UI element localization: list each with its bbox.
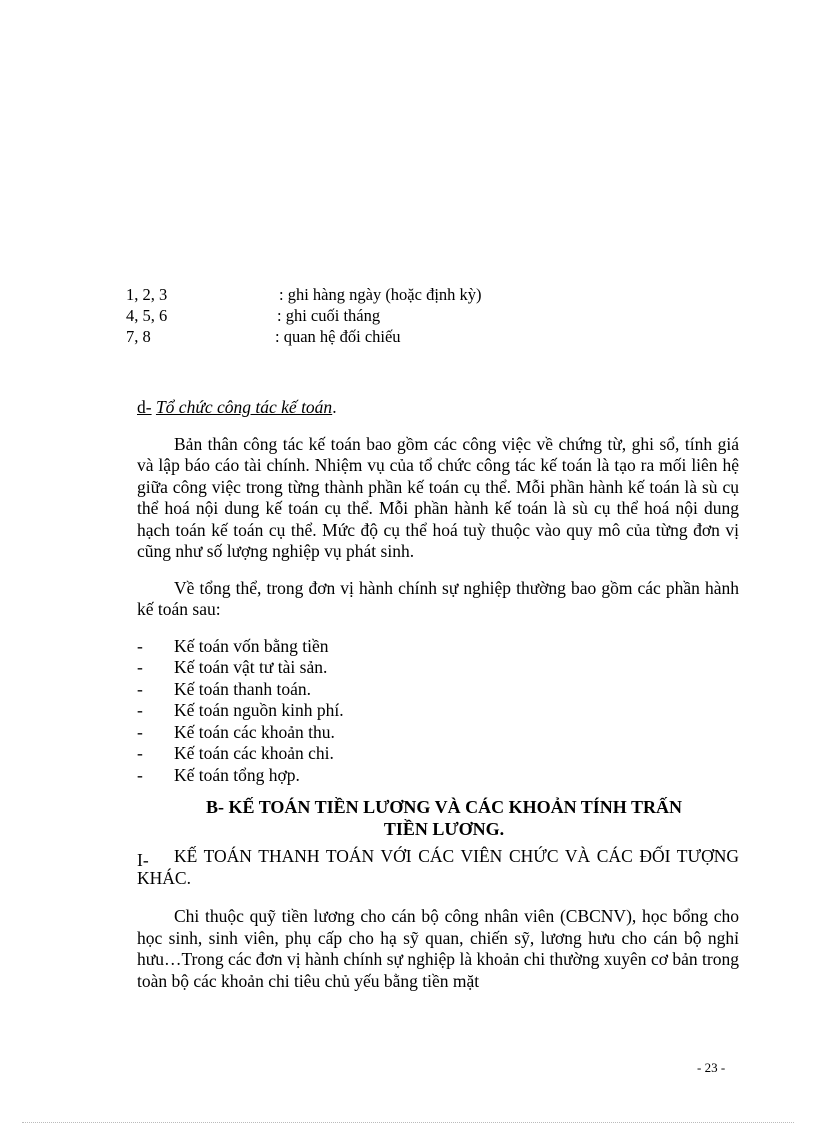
- legend-description: : ghi cuối tháng: [277, 306, 381, 325]
- legend-key: 7, 8: [126, 327, 151, 346]
- list-item-text: Kế toán vốn bằng tiền: [174, 635, 329, 656]
- section-d-suffix: .: [332, 397, 337, 417]
- bullet-dash: -: [137, 678, 143, 699]
- bullet-dash: -: [137, 743, 143, 763]
- page-number: - 23 -: [697, 1060, 726, 1075]
- list-item: [137, 657, 739, 679]
- legend-description: : quan hệ đối chiếu: [275, 327, 401, 346]
- paragraph-accounting-organization: Bản thân công tác kế toán bao gồm các công việc về chứng từ, ghi sổ, tính giá và lập báo cáo tài chính. Nhiệm vụ của tổ chức công tác kế toán là tạo ra mối liên hệ giữa công việc trong từng thành phần kế toán cụ thể. Mỗi phần hành kế toán là sù cụ thể hoá nội dung kế toán cụ thể. Mỗi phần hành kế toán là sù cụ thể hoá nội dung hạch toán kế toán cụ thể. Mức độ cụ thể hoá tuỳ thuộc vào quy mô của từng đơn vị cũng như số lượng nghiệp vụ phát sinh.: [137, 433, 739, 561]
- list-item-text: Kế toán tổng hợp.: [174, 764, 300, 785]
- paragraph-salary-fund: Chi thuộc quỹ tiền lương cho cán bộ công nhân viên (CBCNV), học bổng cho học sinh, sinh viên, phụ cấp cho hạ sỹ quan, chiến sỹ, lương hưu cho cán bộ nghỉ hưu…Trong các đơn vị hành chính sự nghiệp là khoản chi thường xuyên cơ bản trong toàn bộ các khoản chi tiêu chủ yếu bằng tiền mặt: [137, 906, 739, 991]
- list-item: [137, 765, 739, 787]
- paragraph-accounting-parts-intro: Về tổng thể, trong đơn vị hành chính sự nghiệp thường bao gồm các phần hành kế toán sau:: [137, 577, 739, 619]
- section-d-title: Tổ chức công tác kế toán: [155, 397, 333, 417]
- bullet-dash: -: [137, 700, 143, 720]
- accounting-parts-list: [137, 636, 739, 787]
- list-item-text: Kế toán nguồn kinh phí.: [174, 700, 344, 720]
- list-item: [137, 743, 739, 765]
- list-item-text: Kế toán thanh toán.: [174, 678, 312, 699]
- section-b-heading: [137, 796, 739, 840]
- section-i-heading: [137, 846, 739, 889]
- bullet-dash: -: [137, 635, 143, 656]
- section-d-heading: [137, 397, 739, 419]
- bullet-dash: -: [137, 764, 143, 785]
- main-content: [137, 397, 739, 1007]
- bullet-dash: -: [137, 657, 143, 677]
- bullet-dash: -: [137, 721, 143, 742]
- section-i-title: KẾ TOÁN THANH TOÁN VỚI CÁC VIÊN CHỨC VÀ CÁC ĐỐI TƯỢNG KHÁC.: [137, 846, 739, 888]
- list-item: [137, 700, 739, 722]
- list-item: [137, 722, 739, 744]
- list-item: [137, 679, 739, 701]
- section-b-heading-line: B- KẾ TOÁN TIỀN LƯƠNG VÀ CÁC KHOẢN TÍNH TRẤN: [206, 797, 682, 817]
- section-b-heading-line: TIỀN LƯƠNG.: [383, 819, 505, 839]
- section-d-label: d-: [137, 397, 152, 417]
- legend-key: 1, 2, 3: [126, 285, 168, 304]
- list-item: [137, 636, 739, 658]
- list-item-text: Kế toán vật tư tài sản.: [174, 657, 328, 677]
- list-item-text: Kế toán các khoản thu.: [174, 721, 335, 742]
- list-item-text: Kế toán các khoản chi.: [174, 743, 334, 763]
- legend-key: 4, 5, 6: [126, 306, 168, 325]
- section-i-number: I-: [137, 850, 149, 870]
- legend-description: : ghi hàng ngày (hoặc định kỳ): [279, 285, 482, 304]
